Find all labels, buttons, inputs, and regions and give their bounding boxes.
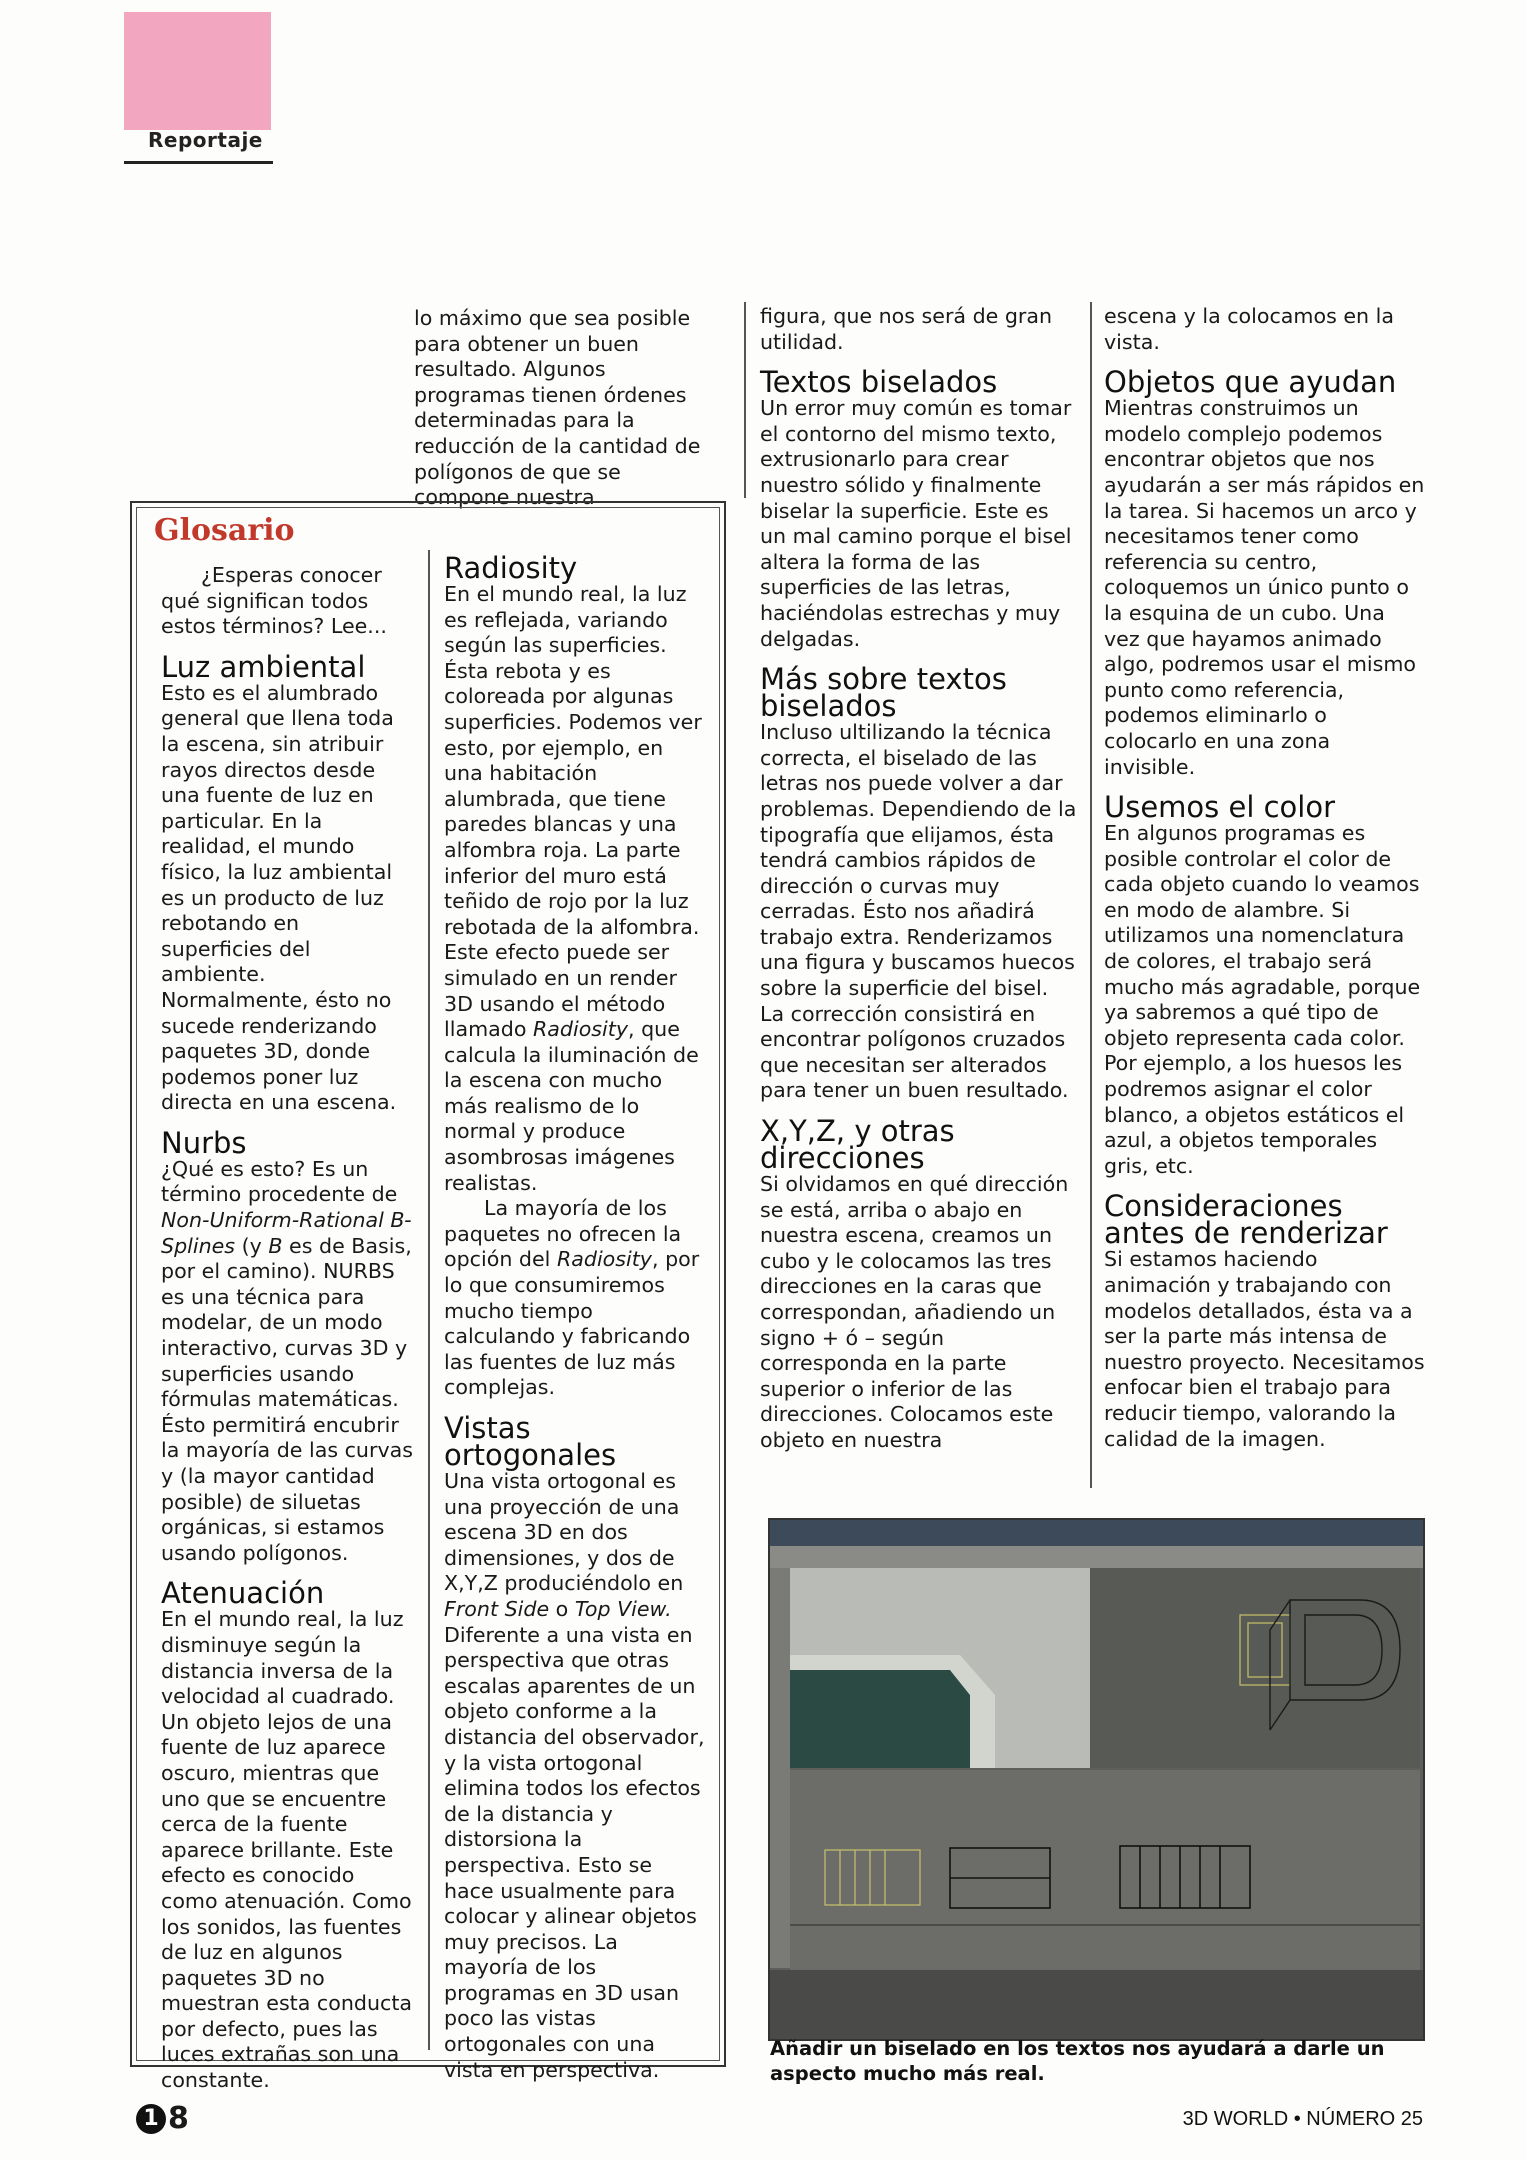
term-text: Esto es el alumbrado general que llena toda la escena, sin atribuir rayos directos desde una fuente de luz en particular. En la realidad, el mundo físico, la luz ambiental es un producto de luz rebotando en superficies del ambiente. Normalmente, ésto no sucede renderizando paquetes 3D, donde podemos poner luz directa en una escena. bbox=[161, 680, 397, 1115]
glossary-title: Glosario bbox=[154, 513, 295, 548]
glossary-column-1 bbox=[161, 563, 415, 2094]
paragraph: escena y la colocamos en la vista. bbox=[1104, 304, 1394, 354]
term-heading: Radiosity bbox=[444, 551, 578, 585]
section-heading: Textos biselados bbox=[760, 365, 998, 400]
glossary-column-2 bbox=[444, 551, 706, 2083]
column-4 bbox=[1104, 304, 1426, 1452]
section-heading: X,Y,Z, y otras direcciones bbox=[760, 1114, 955, 1176]
section-rule bbox=[124, 161, 273, 164]
paragraph: figura, que nos será de gran utilidad. bbox=[760, 304, 1053, 354]
term-text: Una vista ortogonal es una proyección de una escena 3D en dos dimensiones, y dos de X,Y,Z produciéndolo en Front Side o Top View. Diferente a una vista en perspectiva que otras escalas aparentes de un objeto conforme a la distancia del observador, y la vista ortogonal elimina todos los efectos de la distancia y distorsiona la perspectiva. Esto se hace usualmente para colocar y alinear objetos muy precisos. La mayoría de los programas en 3D usan poco las vistas ortogonales con una vista en perspectiva. bbox=[444, 1469, 705, 2082]
screenshot-illustration bbox=[770, 1520, 1423, 2039]
paragraph: Si olvidamos en qué dirección se está, arriba o abajo en nuestra escena, creamos un cubo y le colocamos las tres direcciones en la caras que correspondan, añadiendo un signo + ó – según corresponda en la parte superior o inferior de las direcciones. Colocamos este objeto en nuestra bbox=[760, 1172, 1069, 1452]
term-text: ¿Qué es esto? Es un término procedente de Non-Uniform-Rational B-Splines (y B es de Basis, por el camino). NURBS es una técnica para modelar, de un modo interactivo, curvas 3D y superficies usando fórmulas matemáticas. Ésto permitirá encubrir la mayoría de las curvas y (la mayor cantidad posible) de siluetas orgánicas, si estamos usando polígonos. bbox=[161, 1156, 413, 1565]
term-text: La mayoría de los paquetes no ofrecen la opción del Radiosity, por lo que consumiremos mucho tiempo calculando y fabricando las fuentes de luz más complejas. bbox=[444, 1196, 700, 1400]
column-2-top bbox=[414, 306, 714, 511]
page-number-circle: 1 bbox=[136, 2104, 166, 2134]
section-heading: Objetos que ayudan bbox=[1104, 365, 1397, 400]
paragraph: En algunos programas es posible controlar el color de cada objeto cuando lo veamos en modo de alambre. Si utilizamos una nomenclatura de colores, el trabajo será mucho más agradable, porque ya sabremos a qué tipo de objeto representa cada color. Por ejemplo, a los huesos les podremos asignar el color blanco, a objetos estáticos el azul, a objetos temporales gris, etc. bbox=[1104, 821, 1421, 1178]
term-heading: Luz ambiental bbox=[161, 649, 366, 684]
paragraph: lo máximo que sea posible para obtener un buen resultado. Algunos programas tienen órdenes determinadas para la reducción de la cantidad de polígonos de que se compone nuestra bbox=[414, 306, 701, 510]
term-text: En el mundo real, la luz es reflejada, variando según las superficies. Ésta rebota y es coloreada por algunas superficies. Podemos ver esto, por ejemplo, en una habitación alumbrada, que tiene paredes blancas y una alfombra roja. La parte inferior del muro está teñido de rojo por la luz rebotada de la alfombra. Este efecto puede ser simulado en un render 3D usando el método llamado Radiosity, que calcula la iluminación de la escena con mucho más realismo de lo normal y produce asombrosas imágenes realistas. bbox=[444, 582, 702, 1195]
paragraph: Si estamos haciendo animación y trabajando con modelos detallados, ésta va a ser la parte más intensa de nuestro proyecto. Necesitamos enfocar bien el trabajo para reducir tiempo, valorando la calidad de la imagen. bbox=[1104, 1247, 1425, 1451]
paragraph: Un error muy común es tomar el contorno del mismo texto, extrusionarlo para crear nuestro sólido y finalmente biselar la superficie. Este es un mal camino porque el bisel altera la forma de las superficies de las letras, haciéndolas estrechas y muy delgadas. bbox=[760, 396, 1072, 651]
figure-caption: Añadir un biselado en los textos nos ayudará a darle un aspecto mucho más real. bbox=[770, 2037, 1385, 2085]
section-color-block bbox=[124, 12, 271, 130]
term-heading: Nurbs bbox=[161, 1125, 247, 1160]
section-heading: Consideraciones antes de renderizar bbox=[1104, 1189, 1388, 1251]
term-heading: Atenuación bbox=[161, 1576, 325, 1611]
column-divider bbox=[428, 550, 430, 2050]
section-heading: Más sobre textos biselados bbox=[760, 662, 1007, 724]
term-text: En el mundo real, la luz disminuye según la distancia inversa de la velocidad al cuadrado. Un objeto lejos de una fuente de luz aparece oscuro, mientras que uno que se encuentre cerca de la fuente aparece brillante. Este efecto es conocido como atenuación. Como los sonidos, las fuentes de luz en algunos paquetes 3D no muestran esta conducta por defecto, pues las luces extrañas son una constante. bbox=[161, 1607, 413, 2093]
magazine-footer: 3D WORLD • NÚMERO 25 bbox=[1182, 2108, 1423, 2130]
page-number: 1 8 bbox=[136, 2100, 189, 2136]
paragraph: Incluso ultilizando la técnica correcta, el biselado de las letras nos puede volver a dar problemas. Dependiendo de la tipografía que elijamos, ésta tendrá cambios rápidos de dirección o curvas muy cerradas. Ésto nos añadirá trabajo extra. Renderizamos una figura y buscamos huecos sobre la superficie del bisel. La corrección consistirá en encontrar polígonos cruzados que necesitan ser alterados para tener un buen resultado. bbox=[760, 720, 1077, 1103]
glossary-intro: ¿Esperas conocer qué significan todos estos términos? Lee... bbox=[161, 563, 387, 639]
column-divider bbox=[1090, 302, 1092, 1488]
column-divider bbox=[744, 302, 746, 498]
term-heading: Vistas ortogonales bbox=[444, 1411, 617, 1472]
paragraph: Mientras construimos un modelo complejo podemos encontrar objetos que nos ayudarán a ser más rápidos en la tarea. Si hacemos un arco y necesitamos tener como referencia su centro, coloquemos un único punto o la esquina de un cubo. Una vez que hayamos animado algo, podremos usar el mismo punto como referencia, podemos eliminarlo o colocarlo en una zona invisible. bbox=[1104, 396, 1425, 779]
column-3 bbox=[760, 304, 1078, 1454]
section-label: Reportaje bbox=[148, 128, 263, 152]
section-heading: Usemos el color bbox=[1104, 790, 1336, 825]
software-screenshot bbox=[768, 1518, 1425, 2041]
